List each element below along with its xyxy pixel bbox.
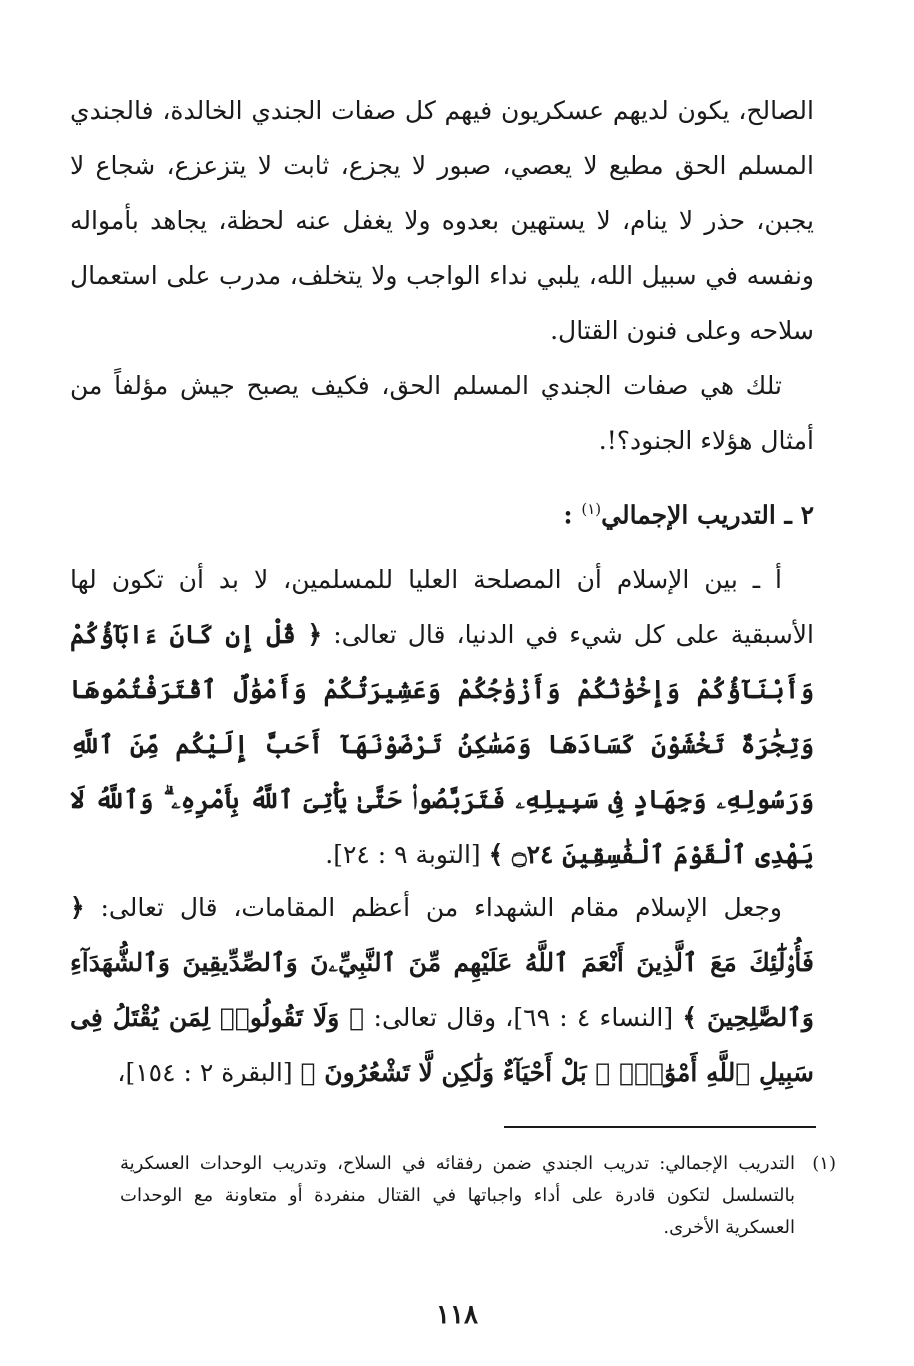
footnote-text: التدريب الإجمالي: تدريب الجندي ضمن رفقائه في السلاح، وتدريب الوحدات العسكرية بالتسلسل لتكون قادرة على أداء واجباتها في القتال منفردة أو متعاونة مع الوحدات العسكرية الأخرى. xyxy=(120,1153,795,1238)
section-heading xyxy=(114,482,814,542)
footnote-reference: (١) xyxy=(581,500,602,518)
footnote-marker: (١) xyxy=(812,1153,836,1174)
citation-baqarah: [البقرة ٢ : ١٥٤]، xyxy=(117,1058,293,1087)
section-heading-colon: : xyxy=(563,500,573,530)
quran-verse-baqarah: ﴿ وَلَا تَقُولُوا۟ لِمَن يُقْتَلُ فِى سَبِيلِ ٱللَّهِ أَمْوَٰتٌۢ ۚ بَلْ أَحْيَآءٌ وَلَٰكِن لَّا تَشْعُرُونَ ﴾ xyxy=(70,1003,814,1087)
citation-tawbah: [التوبة ٩ : ٢٤]. xyxy=(325,840,481,869)
paragraph-martyrs xyxy=(70,880,814,1100)
footnote-divider xyxy=(504,1126,816,1128)
quran-verse-nisa: ﴿ فَأُو۟لَٰٓئِكَ مَعَ ٱلَّذِينَ أَنْعَمَ ٱللَّهُ عَلَيْهِم مِّنَ ٱلنَّبِيِّۦنَ وَٱلصِّدِّيقِينَ وَٱلشُّهَدَآءِ وَٱلصَّٰلِحِينَ ﴾ xyxy=(70,893,815,1032)
section-heading-text: ٢ ـ التدريب الإجمالي xyxy=(601,500,814,530)
paragraph-4-intro: وجعل الإسلام مقام الشهداء من أعظم المقامات، قال تعالى: xyxy=(100,893,782,922)
quran-verse-tawbah: ﴿ قُلْ إِن كَانَ ءَابَآؤُكُمْ وَأَبْنَآؤُكُمْ وَإِخْوَٰنُكُمْ وَأَزْوَٰجُكُمْ وَعَشِيرَتُكُمْ وَأَمْوَٰلٌ ٱقْتَرَفْتُمُوهَا وَتِجَٰرَةٌ تَخْشَوْنَ كَسَادَهَا وَمَسَٰكِنُ تَرْضَوْنَهَآ أَحَبَّ إِلَيْكُم مِّنَ ٱللَّهِ وَرَسُولِهِۦ وَجِهَادٍ فِى سَبِيلِهِۦ فَتَرَبَّصُوا۟ حَتَّىٰ يَأْتِىَ ٱللَّهُ بِأَمْرِهِۦ ۗ وَٱللَّهُ لَا يَهْدِى ٱلْقَوْمَ ٱلْفَٰسِقِينَ ۝٢٤ ﴾ xyxy=(70,620,814,869)
paragraph-3-intro: أ ـ بين الإسلام أن المصلحة العليا للمسلمين، لا بد أن تكون لها الأسبقية على كل شيء في الدنيا، قال تعالى: xyxy=(70,565,814,649)
page-number: ١١٨ xyxy=(436,1300,478,1330)
paragraph-army-question: تلك هي صفات الجندي المسلم الحق، فكيف يصبح جيش مؤلفاً من أمثال هؤلاء الجنود؟!. xyxy=(70,371,814,455)
paragraph-supreme-interest xyxy=(70,552,814,882)
paragraph-soldier-qualities: الصالح، يكون لديهم عسكريون فيهم كل صفات الجندي الخالدة، فالجندي المسلم الحق مطيع لا يعصي، صبور لا يجزع، ثابت لا يتزعزع، شجاع لا يجبن، حذر لا ينام، لا يستهين بعدوه ولا يغفل عنه لحظة، يجاهد بأمواله ونفسه في سبيل الله، يلبي نداء الواجب ولا يتخلف، مدرب على استعمال سلاحه وعلى فنون القتال. xyxy=(70,96,814,345)
citation-nisa: [النساء ٤ : ٦٩]، وقال تعالى: xyxy=(373,1003,674,1032)
